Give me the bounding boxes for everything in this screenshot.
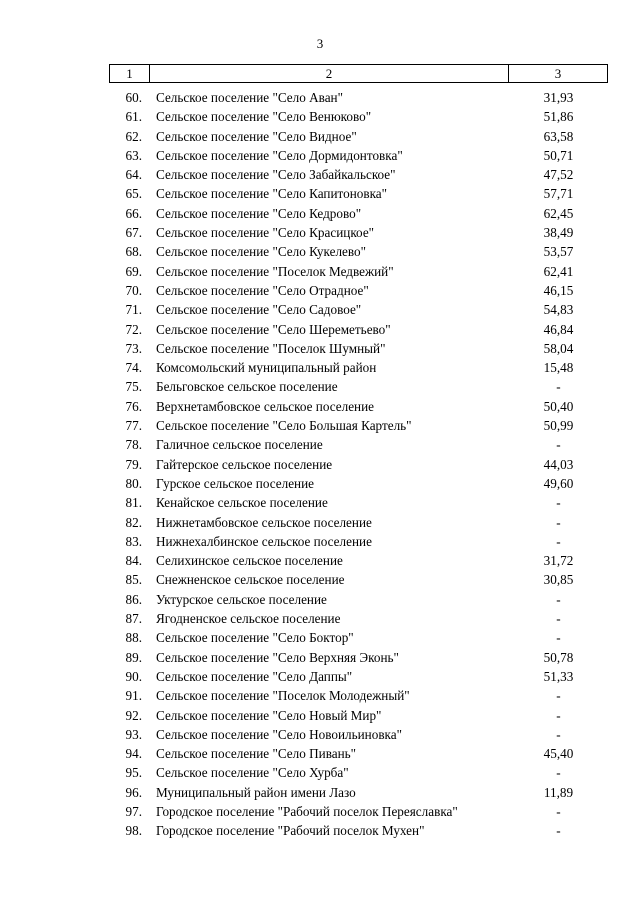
header-col-3: 3 (554, 65, 562, 81)
row-number: 63. (125, 147, 142, 163)
municipality-name: Сельское поселение "Село Видное" (156, 128, 357, 144)
municipality-name: Сельское поселение "Село Отрадное" (156, 282, 369, 298)
row-number: 65. (125, 186, 142, 202)
municipality-name: Уктурское сельское поселение (156, 591, 327, 607)
row-value: - (556, 707, 561, 723)
table-row (0, 204, 640, 223)
row-number: 96. (125, 784, 142, 800)
row-value: - (556, 726, 561, 742)
municipality-name: Сельское поселение "Село Забайкальское" (156, 167, 396, 183)
municipality-name: Сельское поселение "Село Венюково" (156, 109, 372, 125)
municipality-name: Городское поселение "Рабочий поселок Мухен" (156, 823, 425, 839)
municipality-name: Сельское поселение "Село Верхняя Эконь" (156, 649, 399, 665)
row-value: 50,99 (543, 418, 574, 434)
row-number: 88. (125, 630, 142, 646)
municipality-name: Сельское поселение "Село Кедрово" (156, 205, 362, 221)
row-value: 53,57 (543, 244, 574, 260)
page-number: 3 (316, 36, 324, 51)
row-number: 81. (125, 495, 142, 511)
row-value: - (556, 591, 561, 607)
table-row (0, 184, 640, 203)
table-row (0, 551, 640, 570)
row-value: - (556, 514, 561, 530)
row-value: 62,45 (543, 205, 574, 221)
row-number: 60. (125, 90, 142, 105)
header-col-1: 1 (110, 65, 150, 82)
row-number: 70. (125, 282, 142, 298)
row-number: 95. (125, 765, 142, 781)
row-value: - (556, 803, 561, 819)
table-row (0, 609, 640, 628)
row-number: 97. (125, 803, 142, 819)
row-number: 90. (125, 668, 142, 684)
row-number: 89. (125, 649, 142, 665)
header-col-2: 2 (150, 65, 509, 82)
municipality-name: Сельское поселение "Село Новый Мир" (156, 707, 382, 723)
municipality-name: Нижнетамбовское сельское поселение (156, 514, 372, 530)
table-header (109, 64, 608, 83)
municipality-name: Сельское поселение "Поселок Шумный" (156, 340, 386, 356)
row-number: 82. (125, 514, 142, 530)
municipality-name: Сельское поселение "Село Садовое" (156, 302, 362, 318)
row-value: - (556, 611, 561, 627)
row-number: 78. (125, 437, 142, 453)
municipality-name: Городское поселение "Рабочий поселок Переяславка" (156, 803, 458, 819)
row-number: 75. (125, 379, 142, 395)
row-number: 98. (125, 823, 142, 839)
row-value: - (556, 765, 561, 781)
table-row (0, 648, 640, 667)
table-row (0, 744, 640, 763)
table-row (0, 146, 640, 165)
row-number: 77. (125, 418, 142, 434)
table-row (0, 628, 640, 647)
municipality-name: Сельское поселение "Село Кукелево" (156, 244, 366, 260)
table-row (0, 590, 640, 609)
row-number: 85. (125, 572, 142, 588)
municipality-name: Сельское поселение "Поселок Медвежий" (156, 263, 394, 279)
row-number: 62. (125, 128, 142, 144)
municipality-name: Кенайское сельское поселение (156, 495, 328, 511)
row-value: 51,86 (543, 109, 574, 125)
table-row (0, 821, 640, 840)
municipality-name: Гурское сельское поселение (156, 475, 315, 491)
table-row (0, 686, 640, 705)
table-row (0, 725, 640, 744)
municipality-name: Сельское поселение "Село Капитоновка" (156, 186, 388, 202)
row-number: 69. (125, 263, 142, 279)
municipality-name: Сельское поселение "Село Красицкое" (156, 225, 375, 241)
row-value: 54,83 (543, 302, 574, 318)
row-number: 94. (125, 746, 142, 762)
table-row (0, 474, 640, 493)
row-number: 61. (125, 109, 142, 125)
table-row (0, 300, 640, 319)
municipality-name: Сельское поселение "Село Дормидонтовка" (156, 147, 403, 163)
row-value: - (556, 495, 561, 511)
row-value: 50,40 (543, 398, 574, 414)
row-value: 45,40 (543, 746, 574, 762)
municipality-name: Ягодненское сельское поселение (156, 611, 341, 627)
table-row (0, 763, 640, 782)
table-row (0, 493, 640, 512)
row-number: 67. (125, 225, 142, 241)
municipality-name: Галичное сельское поселение (156, 437, 323, 453)
municipality-name: Муниципальный район имени Лазо (156, 784, 356, 800)
municipality-name: Сельское поселение "Поселок Молодежный" (156, 688, 410, 704)
municipality-name: Сельское поселение "Село Шереметьево" (156, 321, 391, 337)
table-row (0, 223, 640, 242)
municipality-name: Сельское поселение "Село Аван" (156, 90, 343, 105)
row-number: 86. (125, 591, 142, 607)
row-value: - (556, 688, 561, 704)
row-value: 30,85 (543, 572, 574, 588)
table-row (0, 262, 640, 281)
row-number: 66. (125, 205, 142, 221)
row-number: 84. (125, 553, 142, 569)
table-row (0, 532, 640, 551)
row-number: 72. (125, 321, 142, 337)
row-value: 31,93 (543, 90, 574, 105)
municipality-name: Сельское поселение "Село Новоильиновка" (156, 726, 402, 742)
municipality-name: Сельское поселение "Село Хурба" (156, 765, 349, 781)
row-value: - (556, 533, 561, 549)
row-value: - (556, 379, 561, 395)
table-row (0, 435, 640, 454)
table-row (0, 570, 640, 589)
row-value: 50,78 (543, 649, 574, 665)
row-number: 74. (125, 360, 142, 376)
municipality-name: Сельское поселение "Село Даппы" (156, 668, 353, 684)
table-row (0, 107, 640, 126)
row-number: 92. (125, 707, 142, 723)
municipality-name: Сельское поселение "Село Пивань" (156, 746, 357, 762)
table-row (0, 242, 640, 261)
row-number: 79. (125, 456, 142, 472)
row-value: 46,15 (543, 282, 574, 298)
municipality-name: Селихинское сельское поселение (156, 553, 343, 569)
table-row (0, 513, 640, 532)
table-row (0, 339, 640, 358)
table-row (0, 88, 640, 107)
table-row (0, 127, 640, 146)
row-value: 44,03 (543, 456, 574, 472)
row-number: 73. (125, 340, 142, 356)
municipality-name: Сельское поселение "Село Большая Картель" (156, 418, 412, 434)
row-value: 11,89 (543, 784, 574, 800)
row-number: 80. (125, 475, 142, 491)
municipality-name: Нижнехалбинское сельское поселение (156, 533, 372, 549)
row-value: 38,49 (543, 225, 574, 241)
table-row (0, 416, 640, 435)
table-row (0, 358, 640, 377)
table-row (0, 320, 640, 339)
row-value: 46,84 (543, 321, 574, 337)
municipality-name: Бельговское сельское поселение (156, 379, 338, 395)
row-number: 91. (125, 688, 142, 704)
row-number: 93. (125, 726, 142, 742)
row-value: 15,48 (543, 360, 574, 376)
table-row (0, 783, 640, 802)
row-value: - (556, 437, 561, 453)
row-number: 71. (125, 302, 142, 318)
municipality-name: Сельское поселение "Село Боктор" (156, 630, 354, 646)
municipality-name: Гайтерское сельское поселение (156, 456, 333, 472)
row-value: 31,72 (543, 553, 574, 569)
table-row (0, 281, 640, 300)
row-value: - (556, 823, 561, 839)
row-number: 83. (125, 533, 142, 549)
table-row (0, 667, 640, 686)
table-row (0, 455, 640, 474)
row-number: 64. (125, 167, 142, 183)
table-body (0, 88, 640, 841)
table-row (0, 397, 640, 416)
table-row (0, 802, 640, 821)
municipality-name: Снежненское сельское поселение (156, 572, 345, 588)
row-value: - (556, 630, 561, 646)
row-number: 87. (125, 611, 142, 627)
row-value: 47,52 (543, 167, 574, 183)
row-number: 68. (125, 244, 142, 260)
table-row (0, 377, 640, 396)
row-value: 58,04 (543, 340, 574, 356)
table-row (0, 706, 640, 725)
row-value: 62,41 (543, 263, 574, 279)
row-value: 57,71 (543, 186, 574, 202)
row-value: 50,71 (543, 147, 574, 163)
municipality-name: Верхнетамбовское сельское поселение (156, 398, 375, 414)
table-row (0, 165, 640, 184)
municipality-name: Комсомольский муниципальный район (156, 360, 377, 376)
row-number: 76. (125, 398, 142, 414)
row-value: 51,33 (543, 668, 574, 684)
row-value: 49,60 (543, 475, 574, 491)
row-value: 63,58 (543, 128, 574, 144)
